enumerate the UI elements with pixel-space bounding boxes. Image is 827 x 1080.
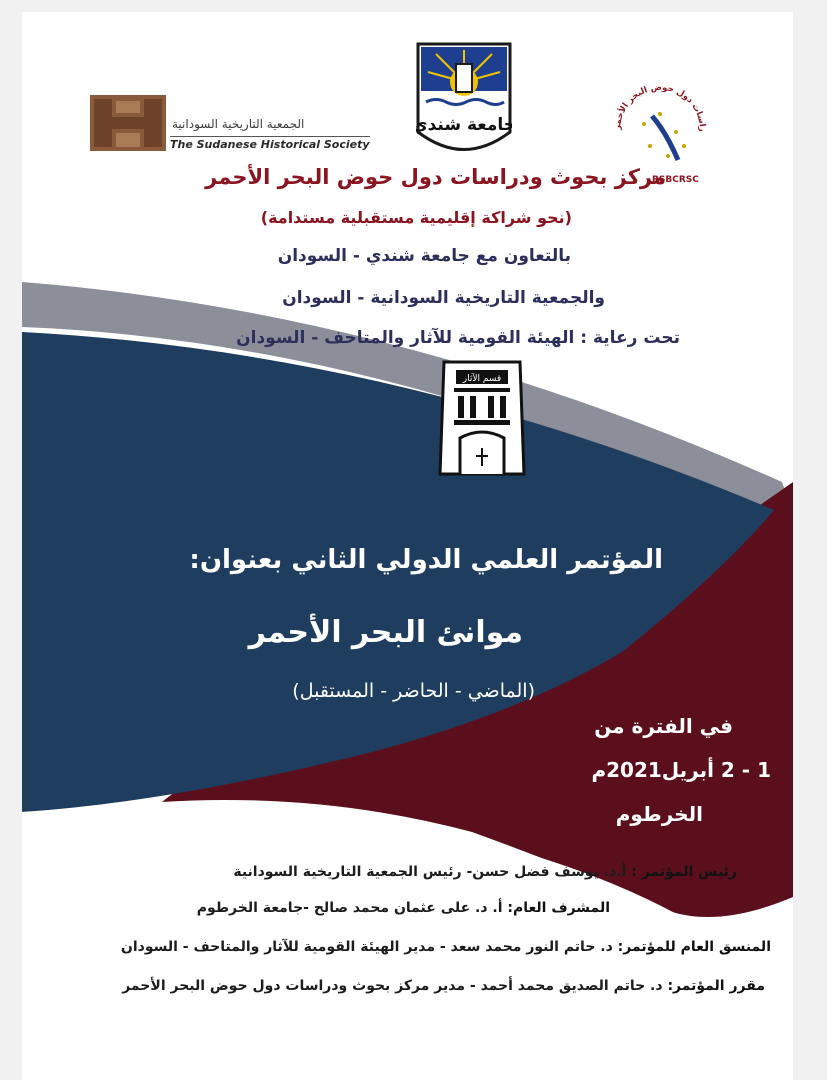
- date-range: 1 - 2 أبريل2021م: [591, 758, 771, 782]
- credit-role: مقرر المؤتمر:: [667, 978, 765, 994]
- historical-society-logo: [90, 95, 166, 151]
- conference-name: موانئ البحر الأحمر: [248, 615, 523, 650]
- patronage-line: تحت رعاية : الهيئة القومية للآثار والمتاحف - السودان: [236, 328, 680, 348]
- shendi-university-logo: [416, 42, 512, 167]
- rsbcrsc-label: RSBCRSC: [652, 175, 699, 185]
- credit-rapporteur: [122, 978, 765, 994]
- date-place: الخرطوم: [615, 802, 703, 826]
- conference-label: المؤتمر العلمي الدولي الثاني بعنوان:: [189, 545, 663, 575]
- credit-role: رئيس المؤتمر :: [631, 864, 737, 880]
- collaboration-line-society: والجمعية التاريخية السودانية - السودان: [282, 288, 605, 308]
- credit-supervisor: [197, 900, 610, 916]
- center-subtitle: (نحو شراكة إقليمية مستقبلية مستدامة): [260, 208, 572, 227]
- conference-tagline: (الماضي - الحاضر - المستقبل): [292, 680, 535, 702]
- credit-text: د. حاتم الصديق محمد أحمد - مدير مركز بحوث ودراسات دول حوض البحر الأحمر: [122, 978, 663, 994]
- credit-coordinator: [121, 939, 771, 955]
- rsb-arc-text: راسات دول حوض البحر الأحمر: [612, 82, 708, 132]
- center-title: مركز بحوث ودراسات دول حوض البحر الأحمر: [205, 165, 666, 189]
- credit-role: المشرف العام:: [507, 900, 610, 916]
- credit-text: أ.د. يوسف فضل حسن- رئيس الجمعية التاريخية السودانية: [233, 864, 627, 880]
- university-logo-text: جامعة شندي: [416, 115, 512, 135]
- national-antiquities-logo: [432, 360, 532, 476]
- collaboration-line-university: بالتعاون مع جامعة شندي - السودان: [277, 246, 571, 266]
- national-logo-text: قسم الآثار: [462, 374, 502, 384]
- historical-society-name-ar: الجمعية التاريخية السودانية: [172, 117, 305, 131]
- poster: [22, 12, 793, 1080]
- date-label: في الفترة من: [594, 714, 733, 738]
- credit-text: د. حاتم النور محمد سعد - مدير الهيئة القومية للآثار والمتاحف - السودان: [120, 939, 613, 955]
- credit-text: أ. د. على عثمان محمد صالح -جامعة الخرطوم: [196, 900, 503, 916]
- credit-chair: [233, 864, 737, 880]
- historical-society-name-en: The Sudanese Historical Society: [170, 138, 370, 151]
- credit-role: المنسق العام للمؤتمر:: [617, 939, 771, 955]
